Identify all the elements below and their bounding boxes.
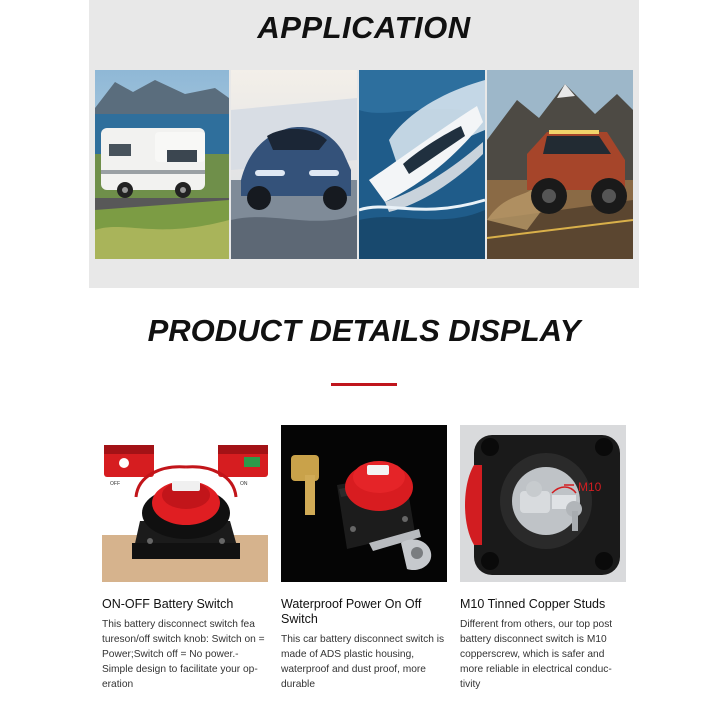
card-description: This car battery disconnect switch is made of ADS plastic housing, waterproof and dust proof, more durable — [281, 634, 445, 690]
title-divider — [331, 383, 397, 386]
feature-card-waterproof — [281, 425, 447, 694]
on-label: ON — [240, 481, 248, 487]
product-details-title: PRODUCT DETAILS DISPLAY — [147, 313, 581, 348]
yacht-image — [359, 70, 485, 259]
waterproof-switch-image — [281, 425, 447, 582]
feature-card-m10-studs — [460, 425, 626, 690]
m10-callout: M10 — [578, 480, 602, 494]
card-title: Waterproof Power On Off Switch — [281, 597, 422, 626]
card-description: Different from others, our top post battery disconnect switch is M10 copperscrew, which is safer and more reliable in electrical conduc-tivity — [460, 619, 613, 690]
card-title: ON-OFF Battery Switch — [102, 597, 234, 611]
feature-card-on-off — [102, 425, 268, 690]
card-description: This battery disconnect switch fea tureson/off switch knob: Switch on = Power;Switch off = No power.- Simple design to facilitate your op-eration — [102, 619, 265, 690]
application-title: APPLICATION — [257, 10, 471, 45]
offroad-truck-image — [487, 70, 633, 259]
on-off-switch-image — [102, 425, 268, 582]
m10-stud-image — [460, 425, 626, 582]
motorhome-image — [95, 70, 229, 259]
off-label: OFF — [110, 481, 120, 487]
card-title: M10 Tinned Copper Studs — [460, 597, 606, 611]
car-image — [231, 70, 357, 259]
application-section — [89, 0, 639, 288]
application-image-strip — [95, 70, 633, 259]
